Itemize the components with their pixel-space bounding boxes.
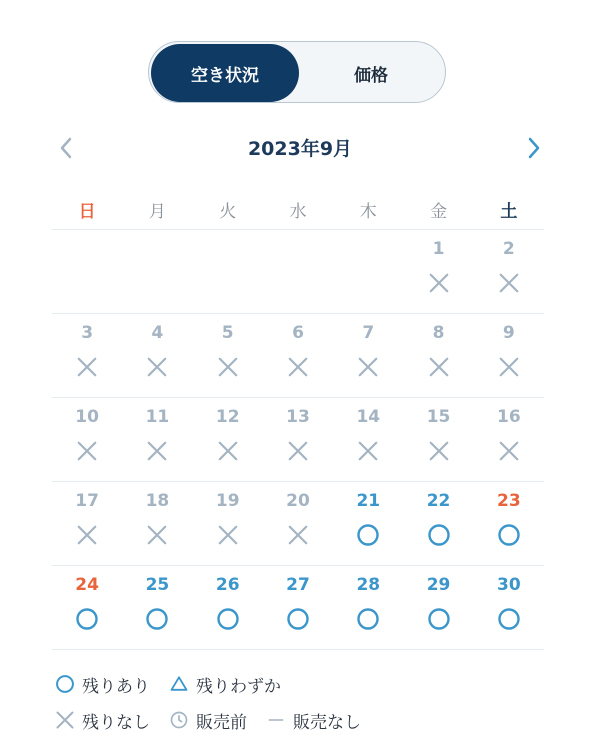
cross-icon [193,350,263,384]
day-number: 22 [426,491,451,511]
cross-icon [474,434,544,468]
weekday-fri: 金 [430,202,448,222]
availability-tab[interactable]: 空き状況 [151,44,299,102]
calendar-day [122,314,192,397]
circle-icon [474,518,544,552]
availability-legend [54,668,554,740]
cross-icon [474,350,544,384]
weekday-sun: 日 [78,202,96,222]
day-number: 9 [502,323,515,343]
calendar-day [474,230,544,313]
circle-icon [403,602,473,636]
cross-icon [474,266,544,300]
cross-icon [52,350,122,384]
price-tab[interactable]: 価格 [354,65,388,86]
weekday-header [52,195,544,230]
calendar-day [193,482,263,565]
cross-icon [403,266,473,300]
day-number [333,238,403,260]
legend-item [168,672,281,697]
legend-label: 販売なし [293,712,361,733]
day-number: 18 [145,491,170,511]
day-number: 20 [286,491,310,511]
weekday-thu: 木 [359,202,377,222]
legend-label: 販売前 [196,712,247,733]
day-number [122,238,192,260]
month-navigation [52,128,548,168]
calendar-day[interactable] [193,566,263,649]
dash-icon [265,709,287,731]
legend-row [54,704,554,736]
legend-item [54,708,150,733]
calendar-day [333,398,403,481]
circle-icon [193,602,263,636]
cross-icon [403,350,473,384]
day-number: 17 [75,491,99,511]
day-number: 24 [75,575,99,595]
legend-item [54,672,150,697]
calendar-day [333,314,403,397]
calendar-day [403,398,473,481]
empty-mark [193,266,263,300]
empty-mark [52,266,122,300]
clock-icon [168,709,190,731]
calendar-day [474,314,544,397]
cross-icon [122,518,192,552]
calendar-day[interactable] [52,566,122,649]
day-number: 12 [215,407,240,427]
weekday-tue: 火 [219,202,237,222]
day-number: 30 [497,575,521,595]
cross-icon [263,350,333,384]
day-number [263,238,333,260]
day-number: 21 [356,491,381,511]
calendar-day[interactable] [333,566,403,649]
cross-icon [263,434,333,468]
calendar-day [52,398,122,481]
calendar-day[interactable] [122,566,192,649]
legend-label: 残りわずか [196,676,281,697]
calendar-empty-cell [263,230,333,313]
day-number: 13 [286,407,310,427]
calendar-day[interactable] [474,566,544,649]
calendar-day [474,398,544,481]
calendar-day [52,314,122,397]
day-number: 10 [75,407,99,427]
circle-icon [474,602,544,636]
calendar-day [52,482,122,565]
circle-icon [333,518,403,552]
triangle-icon [168,673,190,695]
cross-icon [333,350,403,384]
calendar-empty-cell [193,230,263,313]
calendar-day [193,314,263,397]
calendar-day [263,482,333,565]
calendar-day [263,398,333,481]
calendar-day[interactable] [403,566,473,649]
cross-icon [122,434,192,468]
calendar-day [403,314,473,397]
circle-icon [122,602,192,636]
calendar-week [52,230,544,314]
cross-icon [193,434,263,468]
day-number: 2 [502,239,515,259]
day-number: 29 [426,575,451,595]
day-number: 7 [362,323,375,343]
chevron-right-icon [526,136,542,160]
day-number: 19 [215,491,240,511]
cross-icon [52,434,122,468]
weekday-sat: 土 [500,202,518,222]
calendar-day[interactable] [474,482,544,565]
legend-label: 残りあり [82,676,150,697]
empty-mark [263,266,333,300]
calendar-grid [52,195,544,650]
empty-mark [122,266,192,300]
calendar-day [263,314,333,397]
legend-item [265,708,361,733]
day-number: 4 [151,323,164,343]
day-number: 26 [215,575,240,595]
calendar-week [52,566,544,650]
circle-icon [54,673,76,695]
calendar-day[interactable] [403,482,473,565]
weekday-wed: 水 [289,202,307,222]
day-number [193,238,263,260]
calendar-day [122,398,192,481]
day-number: 15 [426,407,451,427]
next-month-button[interactable] [520,132,548,164]
calendar-empty-cell [52,230,122,313]
weekday-mon: 月 [148,202,166,222]
calendar-day [403,230,473,313]
calendar-day [193,398,263,481]
cross-icon [193,518,263,552]
month-title: 2023年9月 [247,138,353,160]
day-number: 14 [356,407,381,427]
calendar-week [52,314,544,398]
circle-icon [333,602,403,636]
legend-row [54,668,554,700]
calendar-week [52,482,544,566]
day-number: 1 [432,239,445,259]
cross-icon [54,709,76,731]
cross-icon [122,350,192,384]
circle-icon [403,518,473,552]
legend-label: 残りなし [82,712,150,733]
view-toggle [148,41,446,103]
day-number: 6 [292,323,304,343]
day-number: 23 [497,491,521,511]
circle-icon [52,602,122,636]
calendar-day[interactable] [263,566,333,649]
day-number: 16 [497,407,521,427]
day-number: 27 [286,575,310,595]
calendar-week [52,398,544,482]
calendar-day[interactable] [333,482,403,565]
day-number: 28 [356,575,381,595]
day-number [52,238,122,260]
legend-item [168,708,247,733]
cross-icon [263,518,333,552]
cross-icon [403,434,473,468]
day-number: 8 [432,323,445,343]
day-number: 5 [221,323,234,343]
day-number: 25 [145,575,170,595]
day-number: 3 [81,323,94,343]
cross-icon [52,518,122,552]
circle-icon [263,602,333,636]
calendar-empty-cell [333,230,403,313]
cross-icon [333,434,403,468]
empty-mark [333,266,403,300]
day-number: 11 [145,407,170,427]
calendar-weeks [52,230,544,650]
calendar-day [122,482,192,565]
calendar-empty-cell [122,230,192,313]
